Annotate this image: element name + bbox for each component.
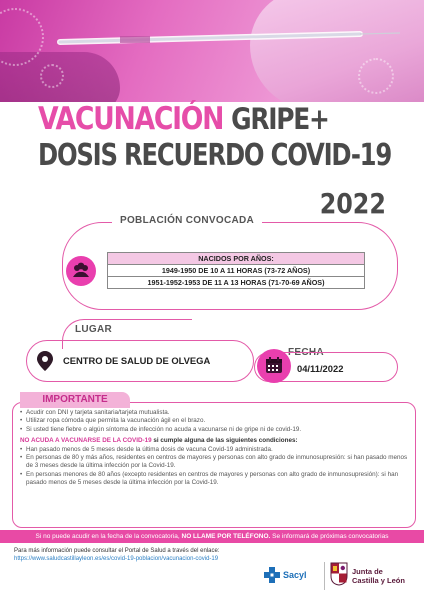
location-pin-icon <box>33 349 57 373</box>
people-icon <box>66 256 96 286</box>
list-item: • Utilizar ropa cómoda que permita la vacunación ágil en el brazo. <box>20 417 410 425</box>
title-vacunacion: VACUNACIÓN <box>38 101 224 137</box>
banner-text-1: Si no puede acudir en la fecha de la convocatoria, <box>35 533 180 540</box>
warning-banner <box>0 530 424 543</box>
title-year: 2022 <box>319 187 386 220</box>
banner-text-3: Se informará de próximas convocatorias <box>272 533 389 540</box>
title-dosis-recuerdo: DOSIS RECUERDO COVID-19 <box>38 138 392 173</box>
list-item: • Si usted tiene fiebre o algún síntoma de infección no acuda a vacunarse ni de gripe ni de covid-19. <box>20 426 410 434</box>
calendar-icon <box>257 349 291 383</box>
footer-link[interactable]: https://www.saludcastillayleon.es/es/covid-19-poblacion/vacunacion-covid-19 <box>14 556 219 562</box>
table-header: NACIDOS POR AÑOS: <box>108 253 365 265</box>
list-item: • Han pasado menos de 5 meses desde la última dosis de vacuna Covid-19 administrada. <box>20 446 410 454</box>
footer-info <box>14 547 219 563</box>
junta-name <box>352 568 405 585</box>
junta-logo <box>330 560 420 592</box>
sacyl-name: Sacyl <box>283 570 307 580</box>
junta-name-line1: Junta de <box>352 567 383 576</box>
fecha-value: 04/11/2022 <box>297 363 344 374</box>
banner-text-bold: NO LLAME POR TELÉFONO. <box>181 533 271 540</box>
birth-years-table <box>107 252 365 289</box>
poblacion-label: POBLACIÓN CONVOCADA <box>112 215 262 226</box>
table-row: 1949-1950 DE 10 A 11 HORAS (73-72 AÑOS) <box>108 265 365 277</box>
hero-photo <box>0 0 424 102</box>
footer-text: Para más información puede consultar el Portal de Salud a través del enlace: <box>14 548 220 554</box>
fecha-box <box>254 352 398 382</box>
logo-divider <box>324 562 325 590</box>
syringe-icon <box>0 0 424 102</box>
poster-title <box>38 101 398 220</box>
sacyl-cross-icon <box>264 567 280 583</box>
list-item: • Acudir con DNI y tarjeta sanitaria/tarjeta mutualista. <box>20 409 410 417</box>
condition-heading-dark: si cumple alguna de las siguientes condiciones: <box>153 437 298 445</box>
list-item: • En personas menores de 80 años (excepto residentes en centros de mayores y personas con alto grado de inmunosupresión): si han pasado menos de 5 meses desde la última infección por la Covid-19. <box>20 471 410 488</box>
lugar-value: CENTRO DE SALUD DE OLVEGA <box>63 355 211 366</box>
importante-label: IMPORTANTE <box>20 392 130 408</box>
coat-of-arms-icon <box>330 562 348 586</box>
condition-heading <box>20 437 410 445</box>
table-row: 1951-1952-1953 DE 11 A 13 HORAS (71-70-69 AÑOS) <box>108 277 365 289</box>
lugar-label: LUGAR <box>75 324 113 335</box>
fecha-label: FECHA <box>288 347 324 358</box>
title-gripe: GRIPE+ <box>231 102 329 136</box>
importante-notes <box>20 409 410 488</box>
list-item: • En personas de 80 y más años, residentes en centros de mayores y personas con alto grado de inmunosupresión: si han pasado menos de 3 meses desde la última infección por la Covid-19. <box>20 454 410 471</box>
junta-name-line2: Castilla y León <box>352 575 405 585</box>
condition-heading-pink: NO ACUDA A VACUNARSE DE LA COVID-19 <box>20 437 152 445</box>
sacyl-logo <box>264 565 320 587</box>
lugar-box <box>26 340 254 382</box>
